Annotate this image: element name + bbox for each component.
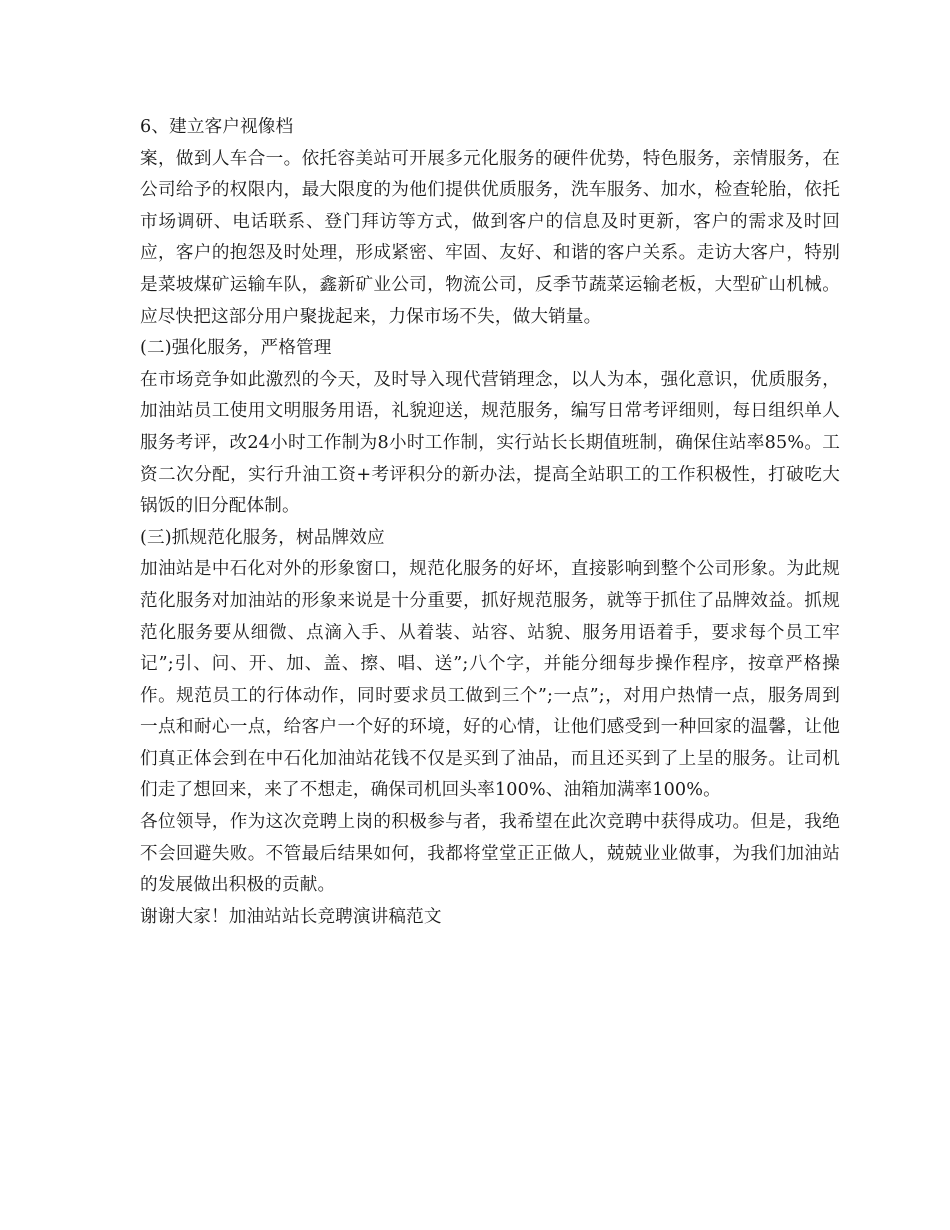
paragraph-customer-service: 案，做到人车合一。依托容美站可开展多元化服务的硬件优势，特色服务，亲情服务，在公司给予的权限内，最大限度的为他们提供优质服务，洗车服务、加水，检查轮胎，依托市场调研、电话联系、登门拜访等方式，做到客户的信息及时更新，客户的需求及时回应，客户的抱怨及时处理，形成紧密、牢固、友好、和谐的客户关系。走访大客户，特别是菜坡煤矿运输车队，鑫新矿业公司，物流公司，反季节蔬菜运输老板，大型矿山机械。应尽快把这部分用户聚拢起来，力保市场不失，做大销量。: [140, 148, 840, 327]
paragraph-standardized-service: 加油站是中石化对外的形象窗口，规范化服务的好坏，直接影响到整个公司形象。为此规范化服务对加油站的形象来说是十分重要，抓好规范服务，就等于抓住了品牌效益。抓规范化服务要从细微、点滴入手、从着装、站容、站貌、服务用语着手，要求每个员工牢记”;引、问、开、加、盖、擦、唱、送”;八个字，并能分细每步操作程序，按章严格操作。规范员工的行体动作，同时要求员工做到三个”;一点”;，对用户热情一点，服务周到一点和耐心一点，给客户一个好的环境，好的心情，让他们感受到一种回家的温馨，让他们真正体会到在中石化加油站花钱不仅是买到了油品，而且还买到了上呈的服务。让司机们走了想回来，来了不想走，确保司机回头率100%、油箱加满率100%。: [140, 559, 840, 801]
paragraph-thanks: 谢谢大家！加油站站长竞聘演讲稿范文: [140, 906, 442, 927]
paragraph-management: 在市场竞争如此激烈的今天，及时导入现代营销理念，以人为本，强化意识，优质服务，加油站员工使用文明服务用语，礼貌迎送，规范服务，编写日常考评细则，每日组织单人服务考评，改24小时工作制为8小时工作制，实行站长长期值班制，确保住站率85%。工资二次分配，实行升油工资+考评积分的新办法，提高全站职工的工作积极性，打破吃大锅饭的旧分配体制。: [140, 369, 840, 517]
paragraph-heading-strengthen-service: (二)强化服务，严格管理: [140, 338, 332, 359]
paragraph-closing-statement: 各位领导，作为这次竞聘上岗的积极参与者，我希望在此次竞聘中获得成功。但是，我绝不会回避失败。不管最后结果如何，我都将堂堂正正做人，兢兢业业做事，为我们加油站的发展做出积极的贡献。: [140, 812, 840, 896]
document-body: [140, 112, 840, 933]
paragraph-heading-brand-effect: (三)抓规范化服务，树品牌效应: [140, 527, 385, 548]
paragraph-heading-customer-archive: 6、建立客户视像档: [140, 117, 294, 137]
